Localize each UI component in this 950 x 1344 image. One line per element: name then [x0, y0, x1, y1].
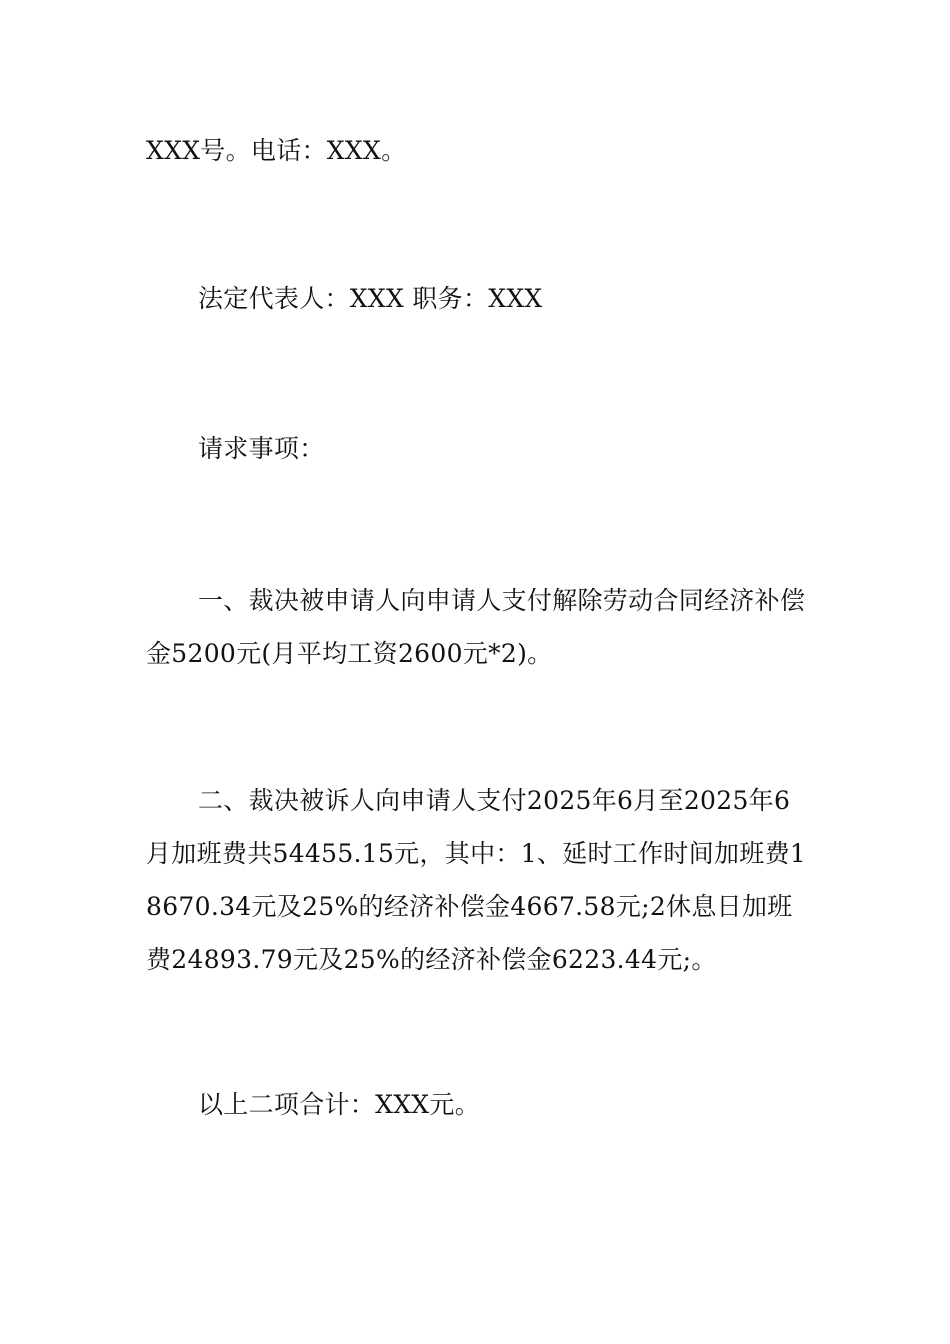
total-line: 以上二项合计：XXX元。 — [198, 1090, 480, 1119]
legal-representative-line: 法定代表人：XXX 职务：XXX — [198, 284, 543, 313]
claim-item-2: 二、裁决被诉人向申请人支付2025年6月至2025年6月加班费共54455.15元，其中：1、延时工作时间加班费18670.34元及25%的经济补偿金4667.58元;2休息日加班费24893.79元及25%的经济补偿金6223.44元;。 — [146, 786, 807, 974]
address-phone-line: XXX号。电话：XXX。 — [146, 136, 407, 165]
claim-item-1: 一、裁决被申请人向申请人支付解除劳动合同经济补偿金5200元(月平均工资2600元*2)。 — [146, 586, 806, 668]
claims-heading: 请求事项： — [198, 434, 325, 463]
